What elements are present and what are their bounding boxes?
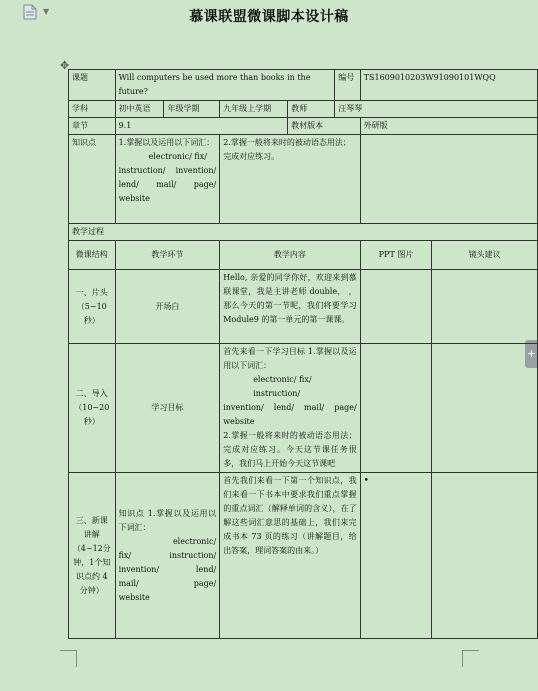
row-ppt-cell — [360, 473, 432, 639]
row-step: 开场白 — [115, 270, 220, 344]
row-content-line: website — [223, 417, 255, 426]
row-camera-cell — [432, 270, 538, 344]
row-structure: 二、导入（10~20秒） — [69, 344, 116, 473]
code-label: 编号 — [335, 70, 360, 101]
row-step-line: 知识点 1.掌握以及运用以下词汇： — [118, 508, 217, 532]
row-camera-cell — [432, 344, 538, 473]
row-content-line: invention/ lend/ mail/ page/ — [223, 403, 357, 412]
row-step-line: fix/ instruction/ — [118, 550, 217, 560]
row-content: 首先我们来看一下第一个知识点，我们来看一下书本中要求我们重点掌握的重点词汇（解释单词的含义），在了解这些词汇意思的基础上，我们来完成书本 73 页的练习（讲解题目，给出答案，理词答案的由来。） — [220, 473, 360, 639]
page-corner-mark-right — [462, 650, 479, 667]
script-design-table — [68, 69, 538, 639]
row-content-line: 2.掌握一般将来时的被动语态用法；完成对应练习。今天这节课任务很多，我们马上开始今天这节课吧 — [223, 431, 357, 468]
knowledge-1-line: instruction/ invention/ — [118, 166, 217, 175]
row-step-line: invention/ lend/ — [118, 564, 217, 574]
row-ppt-cell — [360, 344, 432, 473]
teacher-label: 教师 — [288, 101, 335, 118]
grade-label: 年级学期 — [164, 101, 220, 118]
knowledge-label: 知识点 — [69, 135, 116, 224]
grade-value: 九年级上学期 — [220, 101, 288, 118]
header-ppt: PPT 图片 — [360, 241, 432, 270]
row-content-line: electronic/ fix/ instruction/ — [253, 375, 312, 398]
header-structure: 微课结构 — [69, 241, 116, 270]
row-structure: 三、新课讲解（4~12分钟，1个知识点约 4 分钟） — [69, 473, 116, 639]
row-step — [115, 473, 220, 639]
row-step: 学习目标 — [115, 344, 220, 473]
row-step-line: website — [118, 592, 150, 602]
page-corner-mark-left — [60, 650, 77, 667]
side-tab-icon[interactable]: + — [525, 340, 538, 368]
header-camera: 镜头建议 — [432, 241, 538, 270]
header-content: 教学内容 — [220, 241, 360, 270]
textbook-value: 外研版 — [360, 118, 537, 135]
row-step-line: mail/ page/ — [118, 578, 217, 588]
topic-value: Will computers be used more than books in the future? — [115, 70, 335, 101]
chevron-down-icon[interactable]: ▼ — [43, 7, 50, 16]
textbook-label: 教材版本 — [288, 118, 361, 135]
row-content-line: 首先来看一下学习目标 1.掌握以及运用以下词汇： — [223, 347, 357, 370]
code-value: TS1609010203W91090101WQQ — [360, 70, 537, 101]
chapter-value: 9.1 — [115, 118, 288, 135]
chapter-label: 章节 — [69, 118, 116, 135]
knowledge-1-line: website — [118, 194, 150, 203]
knowledge-1-line: lend/ mail/ page/ — [118, 180, 217, 189]
row-structure: 一、片头（5~10秒） — [69, 270, 116, 344]
page-title: 慕课联盟微课脚本设计稿 — [189, 9, 349, 25]
move-handle-icon[interactable]: ✥ — [60, 59, 70, 72]
knowledge-empty-cell — [360, 135, 537, 224]
knowledge-point-2: 2.掌握一般将来时的被动语态用法；完成对应练习。 — [220, 135, 360, 224]
section-title: 教学过程 — [69, 224, 538, 241]
subject-label: 学科 — [69, 101, 116, 118]
row-content: Hello, 亲爱的同学你好，欢迎来到慕联课堂，我是主讲老师 double， ，那么今天的第一节呢，我们将要学习 Module9 的第一单元的第一课课。 — [220, 270, 360, 344]
row-content — [220, 344, 360, 473]
teacher-value: 汪琴琴 — [335, 101, 538, 118]
topic-label: 课题 — [69, 70, 116, 101]
header-step: 教学环节 — [115, 241, 220, 270]
row-step-line: electronic/ — [172, 536, 217, 546]
knowledge-point-1 — [115, 135, 220, 224]
subject-value: 初中英语 — [115, 101, 164, 118]
knowledge-1-line: electronic/ fix/ — [148, 152, 207, 161]
bullet-point: • — [363, 476, 369, 486]
knowledge-1-line: 1.掌握以及运用以下词汇： — [118, 138, 215, 147]
row-camera-cell — [432, 473, 538, 639]
row-ppt-cell — [360, 270, 432, 344]
